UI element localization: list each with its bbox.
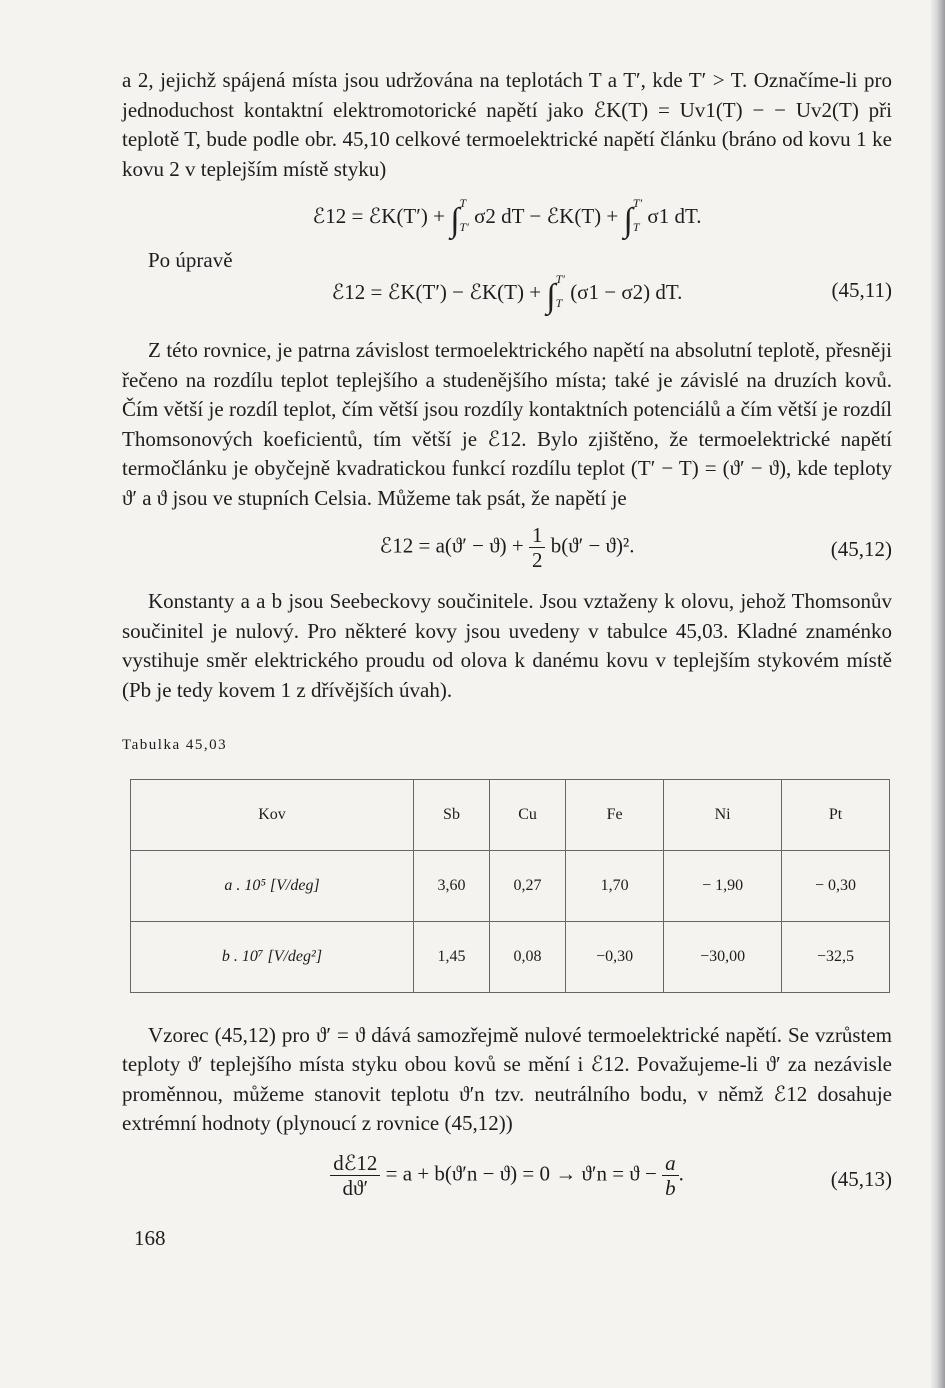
table-row: [131, 921, 890, 992]
table-header: Cu: [490, 779, 566, 850]
integral-sign: ∫: [546, 277, 556, 315]
table-cell: − 1,90: [664, 850, 782, 921]
table-cell: − 0,30: [781, 850, 889, 921]
page-content: [122, 66, 892, 1217]
eq1-int2-lower: T: [632, 220, 640, 234]
eq1-int1-body: σ2 dT − ℰK(T) +: [474, 203, 619, 228]
table-cell: 0,08: [490, 921, 566, 992]
equation-3: [122, 517, 892, 577]
table-header: Sb: [414, 779, 490, 850]
eq2-int-upper: T′: [555, 272, 565, 286]
table-cell: 3,60: [414, 850, 490, 921]
table-header-row: [131, 779, 890, 850]
table-header: Pt: [781, 779, 889, 850]
paragraph-intro: a 2, jejichž spájená místa jsou udržována na teplotách T a T′, kde T′ > T. Označíme-li pro jednoduchost kontaktní elektromotorické napětí jako ℰK(T) = Uv1(T) − − Uv2(T) při teplotě T, bude podle obr. 45,10 celkové termoelektrické napětí článku (bráno od kovu 1 ke kovu 2 v teplejším místě styku): [122, 68, 892, 181]
eq3-frac-den: 2: [531, 548, 543, 572]
eq3-lhs: ℰ12 = a(ϑ′ − ϑ) +: [379, 533, 524, 558]
table-caption: Tabulka 45,03: [122, 737, 228, 753]
eq1-int2-upper: T′: [632, 196, 643, 210]
eq2-body: (σ1 − σ2) dT.: [570, 279, 683, 304]
fraction-half: [529, 523, 546, 572]
row-label: b . 10⁷ [V/deg²]: [131, 921, 414, 992]
eq1-int1-upper: T: [459, 196, 467, 210]
page-edge: [931, 0, 945, 1388]
integral-sign: ∫: [623, 201, 633, 239]
eq1-int2-body: σ1 dT.: [647, 203, 702, 228]
eq4-frac2-num: a: [662, 1151, 679, 1176]
eq1-int1-lower: T′: [459, 220, 469, 234]
table-cell: 0,27: [490, 850, 566, 921]
integral-sign: ∫: [450, 201, 460, 239]
page-number: 168: [134, 1226, 166, 1250]
table-cell: −32,5: [781, 921, 889, 992]
fraction-derivative: [330, 1151, 380, 1200]
eq1-lhs: ℰ12 = ℰK(T′) +: [312, 203, 445, 228]
row-label: a . 10⁵ [V/deg]: [131, 850, 414, 921]
paragraph-dependence: Z této rovnice, je patrna závislost termoelektrického napětí na absolutní teplotě, přesněji řečeno na rozdílu teplot teplejšího a studenějšího místa; také je závislé na druzích kovů. Čím větší je rozdíl teplot, čím větší jsou rozdíly kontaktních potenciálů a čím větší je rozdíl Thomsonových koeficientů, tím větší je ℰ12. Bylo zjištěno, že termoelektrické napětí termočlánku je obyčejně kvadratickou funkcí rozdílu teplot (T′ − T) = (ϑ′ − ϑ), kde teploty ϑ′ a ϑ jsou ve stupních Celsia. Můžeme tak psát, že napětí je: [122, 338, 892, 510]
equation-2: [122, 248, 892, 322]
eq2-lhs: ℰ12 = ℰK(T′) − ℰK(T) +: [331, 279, 542, 304]
table-cell: −30,00: [664, 921, 782, 992]
equation-number: (45,12): [830, 537, 892, 561]
table-header: Ni: [664, 779, 782, 850]
seebeck-table: [130, 779, 890, 993]
eq4-frac-num: dℰ12: [330, 1151, 380, 1176]
fraction-a-over-b: [662, 1151, 679, 1200]
eq3-frac-num: 1: [529, 523, 546, 548]
paragraph-constants: Konstanty a a b jsou Seebeckovy součinitele. Jsou vztaženy k olovu, jehož Thomsonův součinitel je nulový. Pro některé kovy jsou uvedeny v tabulce 45,03. Kladné znaménko vystihuje směr elektrického proudu od olova k danému kovu v teplejším stykovém místě (Pb je tedy kovem 1 z dřívějších úvah).: [122, 589, 892, 702]
equation-4: [122, 1145, 892, 1217]
table-cell: −0,30: [566, 921, 664, 992]
eq4-frac2-den: b: [665, 1175, 676, 1200]
table-row: [131, 850, 890, 921]
eq3-rhs: b(ϑ′ − ϑ)².: [550, 533, 635, 558]
table-cell: 1,70: [566, 850, 664, 921]
table-header: Fe: [566, 779, 664, 850]
po-uprave-label: Po úpravě: [148, 248, 233, 272]
equation-number: (45,11): [831, 278, 892, 302]
equation-number: (45,13): [830, 1166, 892, 1191]
eq4-end: .: [678, 1160, 684, 1185]
eq2-int-lower: T: [555, 296, 563, 310]
equation-1: [122, 194, 892, 252]
eq4-frac-den: dϑ′: [342, 1175, 369, 1200]
paragraph-neutral-point: Vzorec (45,12) pro ϑ′ = ϑ dává samozřejmě nulové termoelektrické napětí. Se vzrůstem teploty ϑ′ teplejšího místa styku obou kovů se mění i ℰ12. Považujeme-li ϑ′ za nezávisle proměnnou, můžeme stanovit teplotu ϑ′n tzv. neutrálního bodu, v němž ℰ12 dosahuje extrémní hodnoty (plynoucí z rovnice (45,12)): [122, 1022, 892, 1135]
table-cell: 1,45: [414, 921, 490, 992]
eq4-middle: = a + b(ϑ′n − ϑ) = 0 → ϑ′n = ϑ −: [385, 1160, 657, 1185]
table-header: Kov: [131, 779, 414, 850]
